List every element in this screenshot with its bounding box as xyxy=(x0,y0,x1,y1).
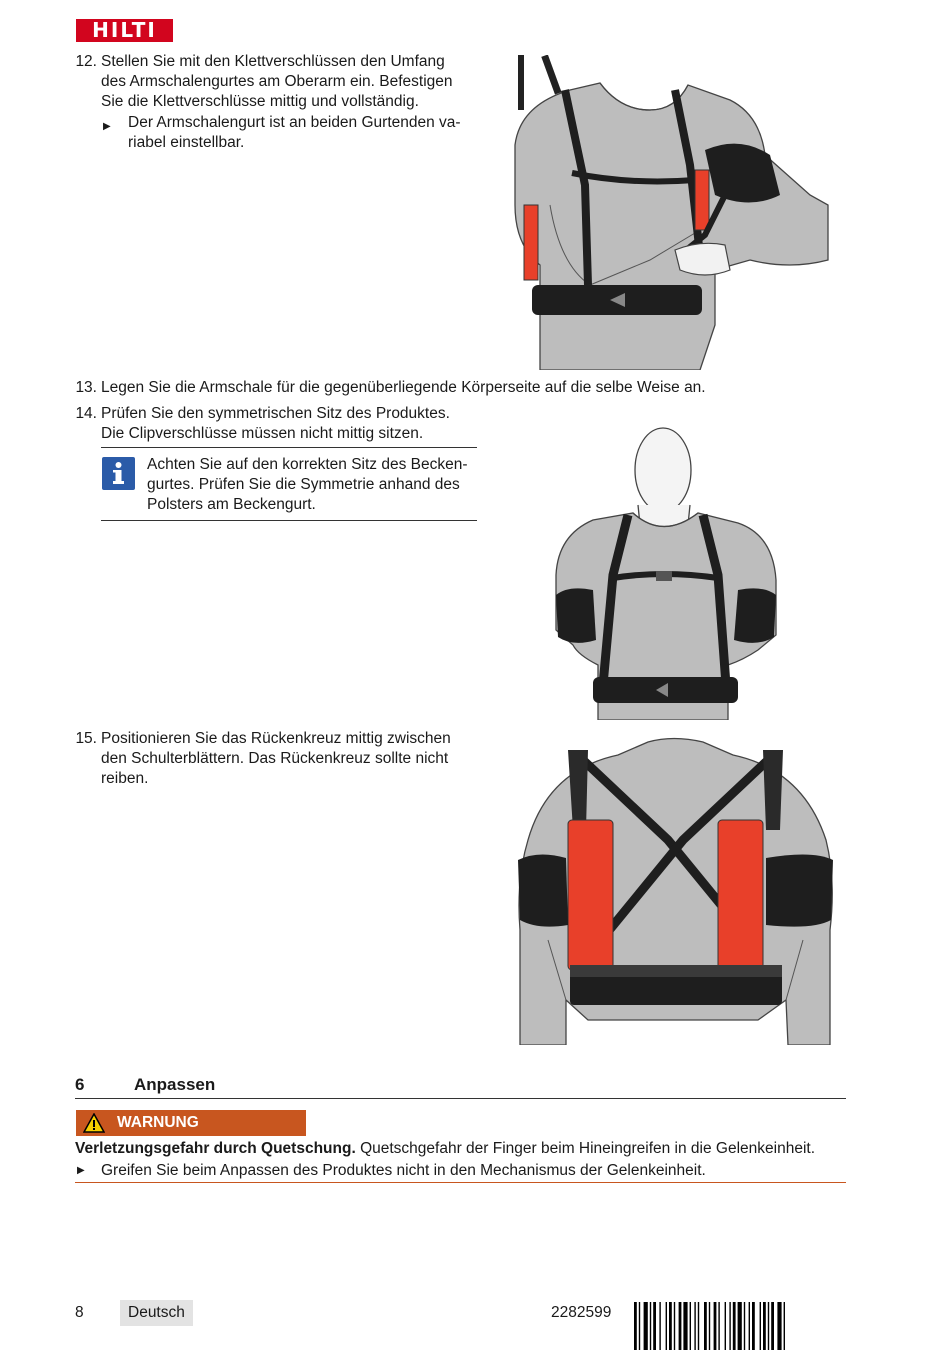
step-12-number: 12. xyxy=(75,53,97,70)
section-rule xyxy=(75,1098,846,1099)
warning-instruction: Greifen Sie beim Anpassen des Produktes nicht in den Mechanismus der Gelenkeinheit. xyxy=(101,1162,706,1179)
note-line-2: gurtes. Prüfen Sie die Symmetrie anhand des xyxy=(147,476,460,493)
note-line-3: Polsters am Beckengurt. xyxy=(147,496,316,513)
step-15-line-3: reiben. xyxy=(101,770,149,787)
step-12-line-2: des Armschalengurtes am Oberarm ein. Befestigen xyxy=(101,73,453,90)
step-14-line-1: Prüfen Sie den symmetrischen Sitz des Produktes. xyxy=(101,405,450,422)
warning-text xyxy=(75,1139,855,1159)
warning-label: WARNUNG xyxy=(117,1114,199,1131)
info-icon xyxy=(102,457,135,490)
figure-arm-strap-adjustment xyxy=(510,55,830,370)
warning-rule xyxy=(75,1182,846,1183)
step-12-line-1: Stellen Sie mit den Klettverschlüssen den Umfang xyxy=(101,53,445,70)
logo-text: HILTI xyxy=(92,18,157,42)
step-12-line-3: Sie die Klettverschlüsse mittig und vollständig. xyxy=(101,93,419,110)
step-12-result-line-2: riabel einstellbar. xyxy=(128,134,245,151)
document-number: 2282599 xyxy=(551,1304,612,1321)
note-bottom-rule xyxy=(101,520,477,521)
instruction-arrow-icon: ▶ xyxy=(77,1165,85,1176)
warning-headline: Verletzungsgefahr durch Quetschung. xyxy=(75,1140,356,1157)
section-number: 6 xyxy=(75,1075,85,1094)
figure-front-symmetric-fit xyxy=(548,415,783,720)
language-badge xyxy=(120,1300,193,1326)
warning-banner xyxy=(76,1110,306,1136)
section-title: Anpassen xyxy=(134,1075,216,1094)
step-14-line-2: Die Clipverschlüsse müssen nicht mittig sitzen. xyxy=(101,425,424,442)
step-15-number: 15. xyxy=(75,730,97,747)
step-14-number: 14. xyxy=(75,405,97,422)
figure-back-cross xyxy=(508,730,843,1045)
step-12-result-line-1: Der Armschalengurt ist an beiden Gurtenden va- xyxy=(128,114,461,131)
note-top-rule xyxy=(101,447,477,448)
warning-description: Quetschgefahr der Finger beim Hineingreifen in die Gelenkeinheit. xyxy=(360,1140,816,1157)
warning-triangle-icon xyxy=(83,1113,105,1133)
step-13-number: 13. xyxy=(75,379,97,396)
step-15-line-2: den Schulterblättern. Das Rückenkreuz sollte nicht xyxy=(101,750,449,767)
hilti-logo xyxy=(76,19,173,42)
barcode xyxy=(634,1302,846,1350)
step-13-text: Legen Sie die Armschale für die gegenüberliegende Körperseite auf die selbe Weise an. xyxy=(101,379,706,396)
result-arrow-icon: ▶ xyxy=(103,121,111,132)
note-line-1: Achten Sie auf den korrekten Sitz des Becken- xyxy=(147,456,468,473)
page-number: 8 xyxy=(75,1304,84,1321)
step-15-line-1: Positionieren Sie das Rückenkreuz mittig zwischen xyxy=(101,730,451,747)
language-label: Deutsch xyxy=(128,1304,185,1321)
